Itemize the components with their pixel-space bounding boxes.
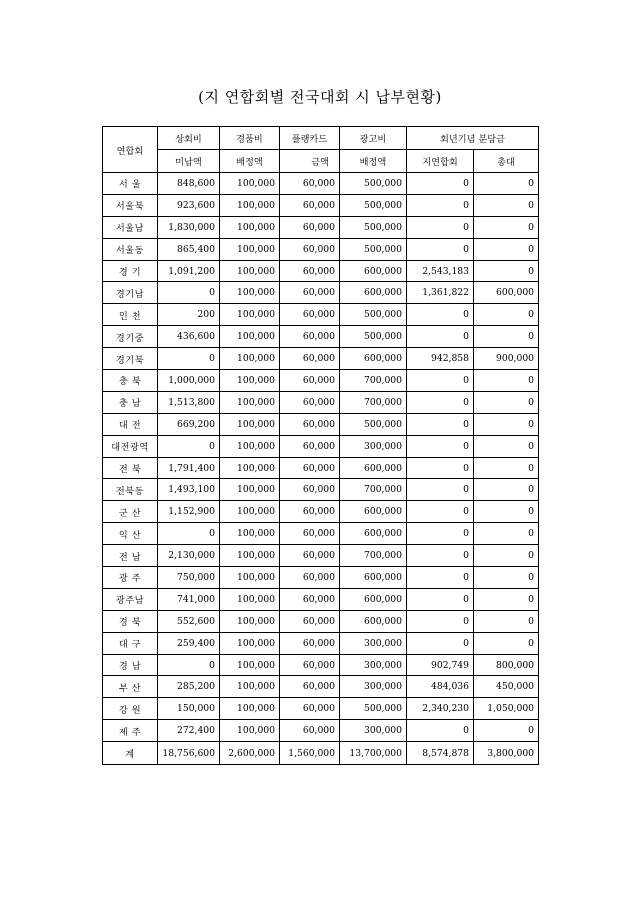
cell-c4: 500,000 bbox=[340, 326, 407, 348]
cell-c5: 942,858 bbox=[407, 348, 474, 370]
cell-c2: 100,000 bbox=[220, 435, 280, 457]
cell-c1: 1,493,100 bbox=[158, 479, 220, 501]
cell-c1: 552,600 bbox=[158, 610, 220, 632]
cell-c6: 0 bbox=[474, 194, 539, 216]
cell-c3: 60,000 bbox=[280, 370, 340, 392]
cell-c2: 100,000 bbox=[220, 348, 280, 370]
cell-c6: 0 bbox=[474, 567, 539, 589]
cell-c4: 600,000 bbox=[340, 610, 407, 632]
cell-total-c3: 1,560,000 bbox=[280, 742, 340, 765]
cell-c4: 500,000 bbox=[340, 194, 407, 216]
cell-c1: 0 bbox=[158, 654, 220, 676]
cell-c1: 0 bbox=[158, 348, 220, 370]
cell-c3: 60,000 bbox=[280, 435, 340, 457]
cell-region: 광주남 bbox=[103, 588, 158, 610]
cell-c4: 300,000 bbox=[340, 720, 407, 742]
cell-c1: 923,600 bbox=[158, 194, 220, 216]
cell-c4: 600,000 bbox=[340, 588, 407, 610]
cell-c5: 0 bbox=[407, 610, 474, 632]
cell-c5: 0 bbox=[407, 304, 474, 326]
cell-c1: 741,000 bbox=[158, 588, 220, 610]
table-row bbox=[103, 698, 539, 720]
cell-c2: 100,000 bbox=[220, 326, 280, 348]
cell-c3: 60,000 bbox=[280, 720, 340, 742]
cell-c3: 60,000 bbox=[280, 238, 340, 260]
table-row bbox=[103, 260, 539, 282]
cell-c6: 0 bbox=[474, 588, 539, 610]
cell-c2: 100,000 bbox=[220, 632, 280, 654]
cell-region: 군 산 bbox=[103, 501, 158, 523]
cell-c4: 500,000 bbox=[340, 413, 407, 435]
cell-c4: 500,000 bbox=[340, 698, 407, 720]
cell-c4: 600,000 bbox=[340, 567, 407, 589]
cell-c4: 700,000 bbox=[340, 370, 407, 392]
cell-total-label: 계 bbox=[103, 742, 158, 765]
cell-c1: 1,091,200 bbox=[158, 260, 220, 282]
cell-c3: 60,000 bbox=[280, 698, 340, 720]
cell-c3: 60,000 bbox=[280, 413, 340, 435]
cell-c6: 0 bbox=[474, 173, 539, 195]
cell-c3: 60,000 bbox=[280, 479, 340, 501]
cell-c6: 0 bbox=[474, 457, 539, 479]
cell-c4: 500,000 bbox=[340, 238, 407, 260]
cell-c6: 0 bbox=[474, 610, 539, 632]
cell-c5: 0 bbox=[407, 457, 474, 479]
cell-c1: 1,000,000 bbox=[158, 370, 220, 392]
cell-c2: 100,000 bbox=[220, 720, 280, 742]
cell-c5: 0 bbox=[407, 391, 474, 413]
cell-c3: 60,000 bbox=[280, 567, 340, 589]
cell-c1: 1,791,400 bbox=[158, 457, 220, 479]
cell-c1: 200 bbox=[158, 304, 220, 326]
cell-c2: 100,000 bbox=[220, 523, 280, 545]
table-row bbox=[103, 304, 539, 326]
cell-region: 경기북 bbox=[103, 348, 158, 370]
cell-c1: 0 bbox=[158, 435, 220, 457]
cell-region: 강 원 bbox=[103, 698, 158, 720]
cell-c6: 0 bbox=[474, 720, 539, 742]
header-region: 연합회 bbox=[103, 127, 158, 173]
cell-total-c2: 2,600,000 bbox=[220, 742, 280, 765]
cell-c5: 0 bbox=[407, 501, 474, 523]
cell-c3: 60,000 bbox=[280, 194, 340, 216]
cell-c5: 0 bbox=[407, 588, 474, 610]
cell-c2: 100,000 bbox=[220, 238, 280, 260]
cell-c4: 300,000 bbox=[340, 435, 407, 457]
cell-region: 대 전 bbox=[103, 413, 158, 435]
cell-c3: 60,000 bbox=[280, 676, 340, 698]
table-row bbox=[103, 370, 539, 392]
cell-c2: 100,000 bbox=[220, 588, 280, 610]
cell-c6: 0 bbox=[474, 326, 539, 348]
table-row bbox=[103, 238, 539, 260]
table-row bbox=[103, 413, 539, 435]
cell-c2: 100,000 bbox=[220, 545, 280, 567]
header-col4-sub: 배정액 bbox=[340, 150, 407, 173]
cell-c2: 100,000 bbox=[220, 173, 280, 195]
cell-c1: 2,130,000 bbox=[158, 545, 220, 567]
cell-c5: 0 bbox=[407, 326, 474, 348]
cell-region: 경 북 bbox=[103, 610, 158, 632]
total-row bbox=[103, 742, 539, 765]
cell-region: 전 북 bbox=[103, 457, 158, 479]
cell-c6: 0 bbox=[474, 479, 539, 501]
cell-region: 서울남 bbox=[103, 216, 158, 238]
cell-region: 서울북 bbox=[103, 194, 158, 216]
cell-region: 전북동 bbox=[103, 479, 158, 501]
cell-c5: 2,543,183 bbox=[407, 260, 474, 282]
cell-c4: 700,000 bbox=[340, 391, 407, 413]
cell-region: 경 기 bbox=[103, 260, 158, 282]
table-row bbox=[103, 567, 539, 589]
cell-c2: 100,000 bbox=[220, 654, 280, 676]
cell-c2: 100,000 bbox=[220, 216, 280, 238]
cell-c5: 0 bbox=[407, 435, 474, 457]
cell-c1: 1,830,000 bbox=[158, 216, 220, 238]
cell-c6: 0 bbox=[474, 216, 539, 238]
cell-c4: 300,000 bbox=[340, 676, 407, 698]
cell-c2: 100,000 bbox=[220, 567, 280, 589]
cell-c4: 600,000 bbox=[340, 501, 407, 523]
cell-region: 부 산 bbox=[103, 676, 158, 698]
table-row bbox=[103, 720, 539, 742]
table-row bbox=[103, 216, 539, 238]
cell-c4: 600,000 bbox=[340, 523, 407, 545]
cell-c6: 0 bbox=[474, 632, 539, 654]
cell-c6: 1,050,000 bbox=[474, 698, 539, 720]
cell-c1: 272,400 bbox=[158, 720, 220, 742]
cell-c3: 60,000 bbox=[280, 588, 340, 610]
cell-c6: 0 bbox=[474, 391, 539, 413]
cell-c6: 0 bbox=[474, 260, 539, 282]
cell-c5: 0 bbox=[407, 238, 474, 260]
cell-c5: 0 bbox=[407, 545, 474, 567]
table-row bbox=[103, 610, 539, 632]
cell-c1: 150,000 bbox=[158, 698, 220, 720]
cell-c2: 100,000 bbox=[220, 479, 280, 501]
cell-c6: 0 bbox=[474, 238, 539, 260]
header-col5-sub: 지연합회 bbox=[407, 150, 474, 173]
cell-region: 전 남 bbox=[103, 545, 158, 567]
cell-c5: 902,749 bbox=[407, 654, 474, 676]
table-row bbox=[103, 676, 539, 698]
cell-c2: 100,000 bbox=[220, 391, 280, 413]
cell-c3: 60,000 bbox=[280, 501, 340, 523]
cell-c4: 500,000 bbox=[340, 173, 407, 195]
cell-c6: 0 bbox=[474, 304, 539, 326]
cell-c4: 600,000 bbox=[340, 260, 407, 282]
cell-c6: 450,000 bbox=[474, 676, 539, 698]
table-row bbox=[103, 173, 539, 195]
cell-c1: 285,200 bbox=[158, 676, 220, 698]
cell-region: 인 천 bbox=[103, 304, 158, 326]
cell-c5: 0 bbox=[407, 216, 474, 238]
cell-c4: 600,000 bbox=[340, 348, 407, 370]
cell-c2: 100,000 bbox=[220, 370, 280, 392]
cell-c4: 300,000 bbox=[340, 654, 407, 676]
header-col2-sub: 배정액 bbox=[220, 150, 280, 173]
cell-c1: 1,513,800 bbox=[158, 391, 220, 413]
cell-c5: 0 bbox=[407, 173, 474, 195]
cell-c5: 0 bbox=[407, 479, 474, 501]
cell-c5: 0 bbox=[407, 567, 474, 589]
cell-c6: 0 bbox=[474, 370, 539, 392]
header-col1-top: 상회비 bbox=[158, 127, 220, 150]
cell-c3: 60,000 bbox=[280, 326, 340, 348]
cell-region: 서울동 bbox=[103, 238, 158, 260]
cell-c1: 436,600 bbox=[158, 326, 220, 348]
cell-region: 서 울 bbox=[103, 173, 158, 195]
table-body bbox=[103, 173, 539, 765]
header-col3-sub: 금액 bbox=[280, 150, 340, 173]
cell-c2: 100,000 bbox=[220, 698, 280, 720]
cell-region: 충 남 bbox=[103, 391, 158, 413]
header-row-top bbox=[103, 127, 539, 150]
cell-c3: 60,000 bbox=[280, 173, 340, 195]
cell-c4: 700,000 bbox=[340, 479, 407, 501]
cell-c5: 0 bbox=[407, 194, 474, 216]
cell-region: 충 북 bbox=[103, 370, 158, 392]
table-row bbox=[103, 632, 539, 654]
header-col3-top: 플랭카드 bbox=[280, 127, 340, 150]
cell-total-c5: 8,574,878 bbox=[407, 742, 474, 765]
table-row bbox=[103, 501, 539, 523]
cell-c5: 2,340,230 bbox=[407, 698, 474, 720]
cell-c6: 900,000 bbox=[474, 348, 539, 370]
table-row bbox=[103, 479, 539, 501]
cell-region: 경기중 bbox=[103, 326, 158, 348]
cell-c6: 0 bbox=[474, 501, 539, 523]
cell-c6: 0 bbox=[474, 435, 539, 457]
cell-c3: 60,000 bbox=[280, 457, 340, 479]
cell-c4: 500,000 bbox=[340, 216, 407, 238]
cell-total-c4: 13,700,000 bbox=[340, 742, 407, 765]
cell-c5: 0 bbox=[407, 413, 474, 435]
cell-c1: 0 bbox=[158, 523, 220, 545]
cell-c3: 60,000 bbox=[280, 282, 340, 304]
cell-c2: 100,000 bbox=[220, 457, 280, 479]
cell-c6: 800,000 bbox=[474, 654, 539, 676]
header-col2-top: 경품비 bbox=[220, 127, 280, 150]
cell-c5: 1,361,822 bbox=[407, 282, 474, 304]
cell-c3: 60,000 bbox=[280, 610, 340, 632]
cell-c3: 60,000 bbox=[280, 348, 340, 370]
cell-region: 대 구 bbox=[103, 632, 158, 654]
cell-region: 경기남 bbox=[103, 282, 158, 304]
cell-c2: 100,000 bbox=[220, 676, 280, 698]
cell-c2: 100,000 bbox=[220, 610, 280, 632]
cell-region: 익 산 bbox=[103, 523, 158, 545]
cell-c4: 500,000 bbox=[340, 304, 407, 326]
cell-c3: 60,000 bbox=[280, 632, 340, 654]
table-row bbox=[103, 588, 539, 610]
cell-c2: 100,000 bbox=[220, 282, 280, 304]
cell-c2: 100,000 bbox=[220, 413, 280, 435]
header-col4-top: 광고비 bbox=[340, 127, 407, 150]
table-row bbox=[103, 194, 539, 216]
cell-c2: 100,000 bbox=[220, 304, 280, 326]
cell-c1: 1,152,900 bbox=[158, 501, 220, 523]
cell-c5: 0 bbox=[407, 370, 474, 392]
table-row bbox=[103, 348, 539, 370]
cell-c3: 60,000 bbox=[280, 654, 340, 676]
cell-c4: 700,000 bbox=[340, 545, 407, 567]
cell-c1: 669,200 bbox=[158, 413, 220, 435]
page-title: (지 연합회별 전국대회 시 납부현황) bbox=[198, 88, 442, 106]
cell-c3: 60,000 bbox=[280, 304, 340, 326]
table-row bbox=[103, 545, 539, 567]
cell-c3: 60,000 bbox=[280, 523, 340, 545]
header-col1-sub: 미납액 bbox=[158, 150, 220, 173]
cell-c6: 0 bbox=[474, 545, 539, 567]
header-col56-top: 회년기념 분담금 bbox=[407, 127, 539, 150]
header-row-sub bbox=[103, 150, 539, 173]
cell-c3: 60,000 bbox=[280, 216, 340, 238]
cell-total-c6: 3,800,000 bbox=[474, 742, 539, 765]
cell-c4: 300,000 bbox=[340, 632, 407, 654]
cell-region: 대전광역 bbox=[103, 435, 158, 457]
cell-c2: 100,000 bbox=[220, 260, 280, 282]
cell-c1: 848,600 bbox=[158, 173, 220, 195]
table-row bbox=[103, 326, 539, 348]
table-row bbox=[103, 457, 539, 479]
cell-region: 제 주 bbox=[103, 720, 158, 742]
table-row bbox=[103, 654, 539, 676]
table-row bbox=[103, 391, 539, 413]
cell-c4: 600,000 bbox=[340, 282, 407, 304]
table-row bbox=[103, 282, 539, 304]
cell-c6: 0 bbox=[474, 413, 539, 435]
cell-c2: 100,000 bbox=[220, 194, 280, 216]
table-row bbox=[103, 435, 539, 457]
cell-c1: 0 bbox=[158, 282, 220, 304]
cell-c1: 865,400 bbox=[158, 238, 220, 260]
cell-c6: 600,000 bbox=[474, 282, 539, 304]
table-row bbox=[103, 523, 539, 545]
payment-status-table bbox=[102, 126, 539, 765]
cell-c5: 0 bbox=[407, 720, 474, 742]
cell-total-c1: 18,756,600 bbox=[158, 742, 220, 765]
cell-c5: 484,036 bbox=[407, 676, 474, 698]
cell-c1: 259,400 bbox=[158, 632, 220, 654]
cell-region: 경 남 bbox=[103, 654, 158, 676]
cell-region: 광 주 bbox=[103, 567, 158, 589]
header-col6-sub: 총대 bbox=[474, 150, 539, 173]
cell-c5: 0 bbox=[407, 523, 474, 545]
cell-c3: 60,000 bbox=[280, 260, 340, 282]
cell-c1: 750,000 bbox=[158, 567, 220, 589]
cell-c4: 600,000 bbox=[340, 457, 407, 479]
cell-c6: 0 bbox=[474, 523, 539, 545]
cell-c3: 60,000 bbox=[280, 545, 340, 567]
cell-c5: 0 bbox=[407, 632, 474, 654]
cell-c2: 100,000 bbox=[220, 501, 280, 523]
cell-c3: 60,000 bbox=[280, 391, 340, 413]
